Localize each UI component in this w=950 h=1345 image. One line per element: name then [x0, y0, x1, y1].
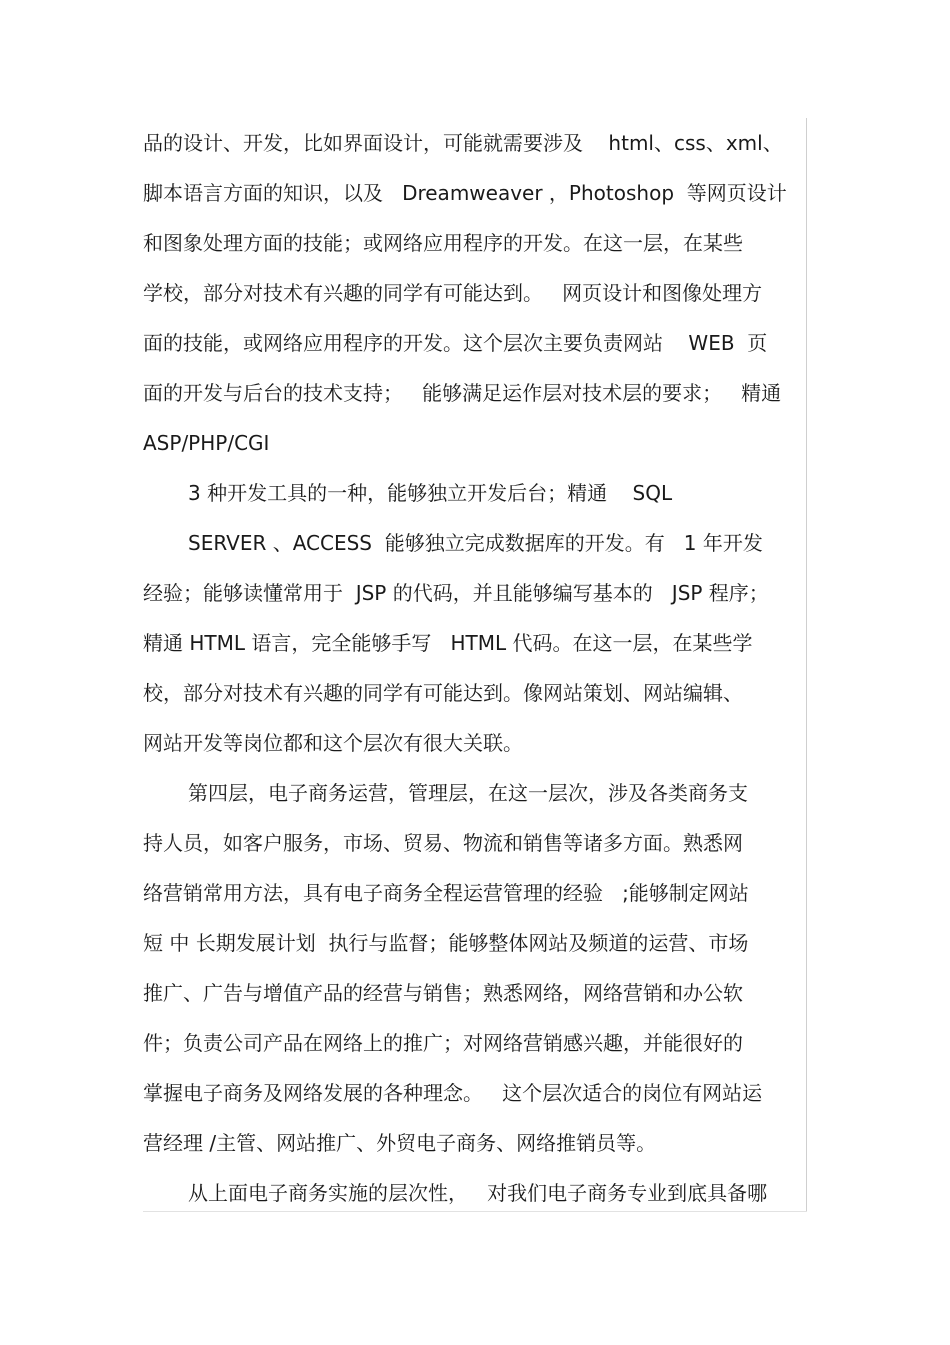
text-line: 校，部分对技术有兴趣的同学有可能达到。像网站策划、网站编辑、 [143, 681, 743, 705]
text-line: 网站开发等岗位都和这个层次有很大关联。 [143, 731, 523, 755]
paragraph-start-line: 从上面电子商务实施的层次性， 对我们电子商务专业到底具备哪 [188, 1181, 768, 1205]
text-line: ASP/PHP/CGI [143, 431, 270, 455]
paragraph-start-line: 3 种开发工具的一种，能够独立开发后台；精通 SQL [188, 481, 673, 505]
text-line: 持人员，如客户服务，市场、贸易、物流和销售等诸多方面。熟悉网 [143, 831, 743, 855]
document-body [143, 118, 807, 1218]
text-line: 经验；能够读懂常用于 JSP 的代码，并且能够编写基本的 JSP 程序； [143, 581, 769, 605]
text-line: 学校，部分对技术有兴趣的同学有可能达到。 网页设计和图像处理方 [143, 281, 763, 305]
text-line: 品的设计、开发，比如界面设计，可能就需要涉及 html、css、xml、 [143, 131, 783, 155]
text-line: 精通 HTML 语言，完全能够手写 HTML 代码。在这一层，在某些学 [143, 631, 753, 655]
indented-line: SERVER 、ACCESS 能够独立完成数据库的开发。有 1 年开发 [188, 531, 763, 555]
text-line: 脚本语言方面的知识，以及 Dreamweaver ，Photoshop 等网页设计 [143, 181, 787, 205]
text-line: 面的技能，或网络应用程序的开发。这个层次主要负责网站 WEB 页 [143, 331, 768, 355]
text-line: 推广、广告与增值产品的经营与销售；熟悉网络，网络营销和办公软 [143, 981, 743, 1005]
text-line: 件；负责公司产品在网络上的推广；对网络营销感兴趣，并能很好的 [143, 1031, 743, 1055]
text-line: 络营销常用方法，具有电子商务全程运营管理的经验 ;能够制定网站 [143, 881, 749, 905]
text-line: 面的开发与后台的技术支持； 能够满足运作层对技术层的要求； 精通 [143, 381, 782, 405]
text-line: 掌握电子商务及网络发展的各种理念。 这个层次适合的岗位有网站运 [143, 1081, 763, 1105]
text-line: 营经理 /主管、网站推广、外贸电子商务、网络推销员等。 [143, 1131, 657, 1155]
text-line: 短 中 长期发展计划 执行与监督；能够整体网站及频道的运营、市场 [143, 931, 749, 955]
text-line: 和图象处理方面的技能；或网络应用程序的开发。在这一层，在某些 [143, 231, 743, 255]
paragraph-start-line: 第四层，电子商务运营，管理层，在这一层次，涉及各类商务支 [188, 781, 748, 805]
